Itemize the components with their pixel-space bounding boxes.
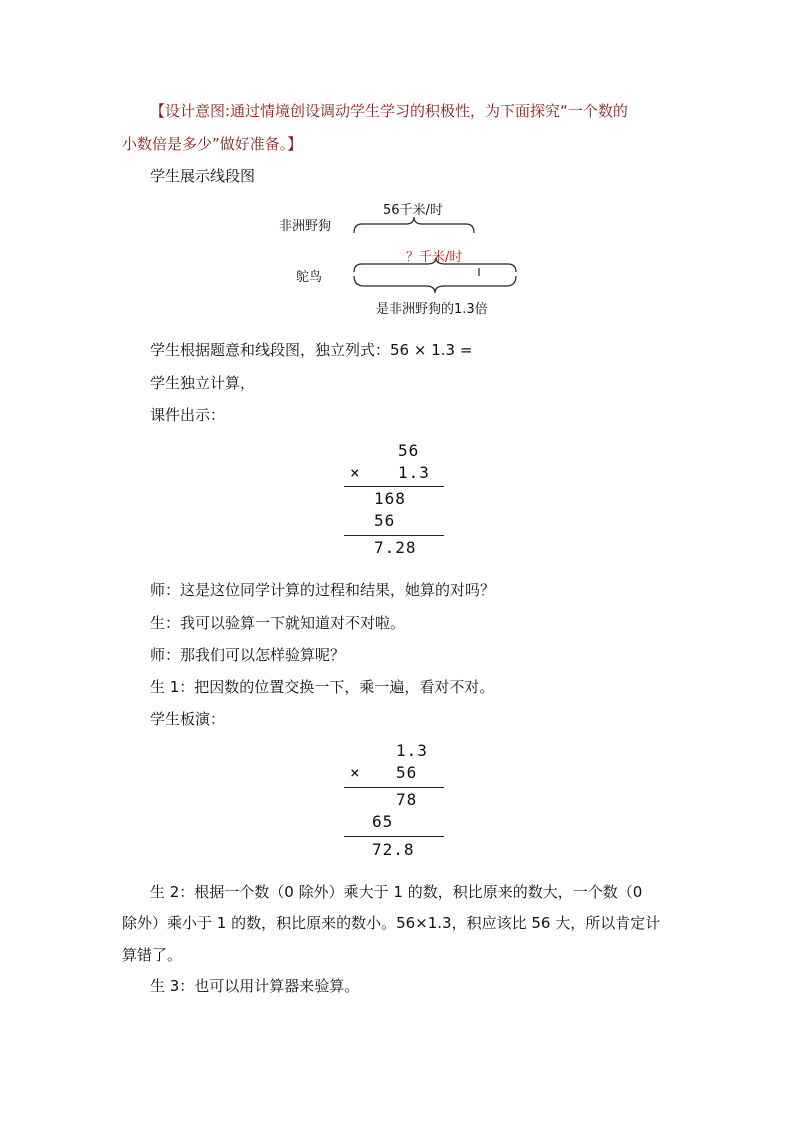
diagram-label-bottom: 是非洲野狗的1.3倍 — [376, 302, 488, 317]
design-intent-line-1: 【设计意图:通过情境创设调动学生学习的积极性，为下面探究“一个数的 — [150, 102, 628, 120]
calc1-rule-1 — [344, 486, 444, 487]
calc1-partial-1: 168 — [374, 489, 406, 508]
diagram-label-question: ？千米/时 — [406, 250, 463, 265]
diagram-label-top: 56千米/时 — [383, 203, 443, 218]
dialog-line-1: 师：这是这位同学计算的过程和结果，她算的对吗？ — [150, 581, 496, 599]
calc1-result: 7.28 — [374, 538, 417, 557]
equation-line: 学生根据题意和线段图，独立列式：56 × 1.3 = — [150, 341, 473, 359]
calc2-operator: × — [350, 763, 361, 782]
calc2-rule-1 — [344, 787, 444, 788]
calc1-operator: × — [350, 463, 361, 482]
independent-calc-text: 学生独立计算， — [150, 374, 256, 392]
dialog-line-2: 生：我可以验算一下就知道对不对啦。 — [150, 614, 406, 632]
diagram-animal-ostrich: 鸵鸟 — [296, 270, 323, 285]
question-brace — [354, 258, 516, 272]
s2-line-2: 除外）乘小于 1 的数，积比原来的数小。56×1.3，积应该比 56 大，所以肯定计 — [122, 914, 661, 932]
dialog-line-4: 生 1：把因数的位置交换一下，乘一遍，看对不对。 — [150, 678, 495, 696]
top-brace — [354, 217, 474, 233]
calc1-row1: 56 — [398, 441, 420, 460]
bottom-brace — [354, 276, 516, 293]
calc1-row2: 1.3 — [398, 463, 430, 482]
design-intent-line-2: 小数倍是多少”做好准备。】 — [122, 135, 303, 153]
calc2-row2: 56 — [396, 763, 418, 782]
s3-line: 生 3：也可以用计算器来验算。 — [150, 977, 360, 995]
calc2-result: 72.8 — [372, 840, 415, 859]
s2-line-1: 生 2：根据一个数（0 除外）乘大于 1 的数，积比原来的数大，一个数（0 — [150, 883, 643, 901]
diagram-animal-dog: 非洲野狗 — [279, 219, 332, 234]
calc2-partial-1: 78 — [396, 790, 418, 809]
dialog-line-5: 学生板演： — [150, 710, 226, 728]
calc1-rule-2 — [344, 535, 444, 536]
courseware-text: 课件出示： — [150, 406, 226, 424]
calc1-partial-2: 56 — [374, 511, 396, 530]
calc2-row1: 1.3 — [396, 741, 428, 760]
calc2-partial-2: 65 — [372, 812, 394, 831]
calc2-rule-2 — [344, 836, 444, 837]
s2-line-3: 算错了。 — [122, 946, 183, 964]
show-diagram-text: 学生展示线段图 — [150, 167, 256, 185]
dialog-line-3: 师：那我们可以怎样验算呢？ — [150, 646, 346, 664]
